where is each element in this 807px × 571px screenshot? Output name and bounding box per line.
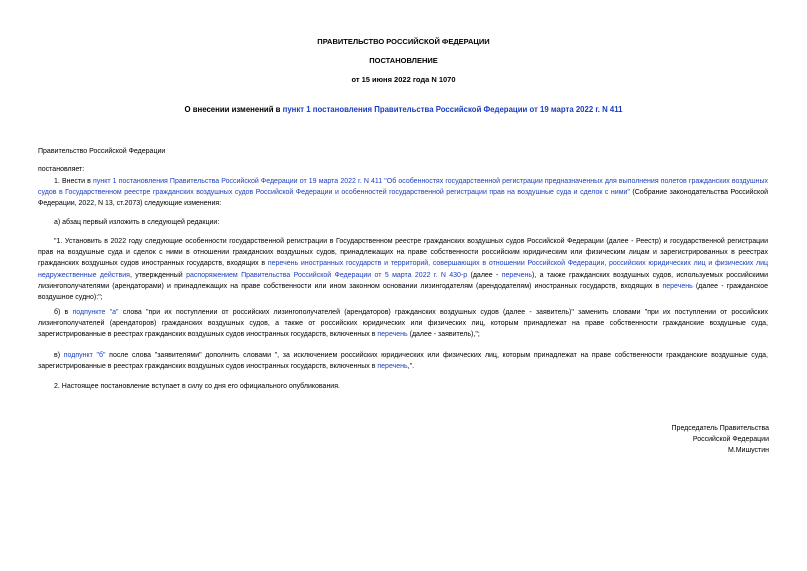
pb-link-subpoint-a[interactable]: подпункте "а" xyxy=(72,309,119,316)
pc-link-list[interactable]: перечень xyxy=(377,363,408,371)
paragraph-1 xyxy=(38,176,768,210)
quote-link-list-1[interactable]: перечень xyxy=(501,271,533,279)
quote-link-order-430[interactable]: распоряжением Правительства Российской Федерации от 5 марта 2022 г. N 430-р xyxy=(186,271,468,279)
quote-link-list-2[interactable]: перечень xyxy=(662,282,693,290)
document-date-number: от 15 июня 2022 года N 1070 xyxy=(351,75,456,84)
subparagraph-a-intro: а) абзац первый изложить в следующей редакции: xyxy=(54,219,220,226)
p1-link-decree-411[interactable]: пункт 1 постановления Правительства Российской Федерации от 19 марта 2022 г. N 411 "Об особенностях государственной регистрации предназначенных для выполнения полетов гражданских воздушных судов в Государственном реестре гражданских воздушных судов Российской Федерации и особенностей государственной регистрации прав на воздушные суда и сделок с ними" xyxy=(38,178,768,197)
p1-text-c: (Собрание законодательства Российской Федерации, 2022, N 13, ст.2073) следующие изменения: xyxy=(38,189,769,208)
pb-text-c: слова "при их поступлении от российских лизингополучателей (арендаторов) гражданских воздушных судов (далее - заявитель)" заменить словами "при их поступлении от российских лизингополучателей (арендаторов) гражданских воздушных судов, а также от российских юридических или физических лиц, которым принадлежат на праве собственности гражданские воздушные суда, зарегистрированные в реестрах гражданских воздушных судов иностранных государств, включенных в xyxy=(38,309,768,339)
quoted-paragraph xyxy=(38,236,768,303)
document-title xyxy=(0,105,807,114)
decrees-line: постановляет: xyxy=(38,166,85,173)
quote-text-e: (далее - xyxy=(467,271,502,279)
document-type: ПОСТАНОВЛЕНИЕ xyxy=(369,56,438,65)
pb-text-e: (далее - заявитель),"; xyxy=(407,331,480,339)
quote-text-g: ), а также гражданских воздушных судов, используемых российскими лизингополучателями (арендаторами) и принадлежащих на праве собственности или ином законном основании лизингодателям (арендодателям) иностранных государств, входящих в xyxy=(38,271,769,290)
signature-name: М.Мишустин xyxy=(727,447,769,454)
quote-text-c: , утвержденный xyxy=(129,271,187,279)
subparagraph-c xyxy=(38,350,768,372)
government-heading: ПРАВИТЕЛЬСТВО РОССИЙСКОЙ ФЕДЕРАЦИИ xyxy=(317,37,490,46)
signature-block xyxy=(672,423,769,456)
pc-text-c: после слова "заявителями" дополнить словами ", за исключением российских юридических или физических лиц, которым принадлежат на праве собственности гражданские воздушные суда, зарегистрированные в реестрах гражданских воздушных судов иностранных государств, включенных в xyxy=(38,352,768,371)
pb-link-list[interactable]: перечень xyxy=(377,331,408,339)
subparagraph-b xyxy=(38,307,768,341)
quote-text-a: "1. Установить в 2022 году следующие особенности государственной регистрации в Государственном реестре гражданских воздушных судов Российской Федерации (далее - Реестр) и государственной регистрации прав на воздушные суда и сделок с ними в отношении гражданских воздушных судов, принадлежащих на праве собственности российским юридическим или физическим лицам и зарегистрированных в реестрах гражданских воздушных судов иностранных государств, входящих в xyxy=(38,238,768,268)
title-text: О внесении изменений в xyxy=(184,105,283,114)
pc-text-a: в) xyxy=(54,352,64,359)
signature-line-1: Председатель Правительства xyxy=(671,425,769,432)
pc-text-e: ,". xyxy=(407,363,415,371)
quote-link-unfriendly-list[interactable]: перечень иностранных государств и территорий, совершающих в отношении Российской Федерации, российских юридических лиц и физических лиц недружественные действия xyxy=(38,260,768,279)
title-link[interactable]: пункт 1 постановления Правительства Российской Федерации от 19 марта 2022 г. N 411 xyxy=(282,105,623,114)
quote-text-i: (далее - гражданское воздушное судно):"; xyxy=(38,282,769,302)
p1-text-a: 1. Внести в xyxy=(54,178,94,185)
pc-link-subpoint-b[interactable]: подпункт "б" xyxy=(63,352,106,359)
pb-text-a: б) в xyxy=(54,309,73,316)
paragraph-2: 2. Настоящее постановление вступает в силу со дня его официального опубликования. xyxy=(54,383,340,390)
government-line: Правительство Российской Федерации xyxy=(38,148,166,155)
signature-line-2: Российской Федерации xyxy=(692,436,769,443)
